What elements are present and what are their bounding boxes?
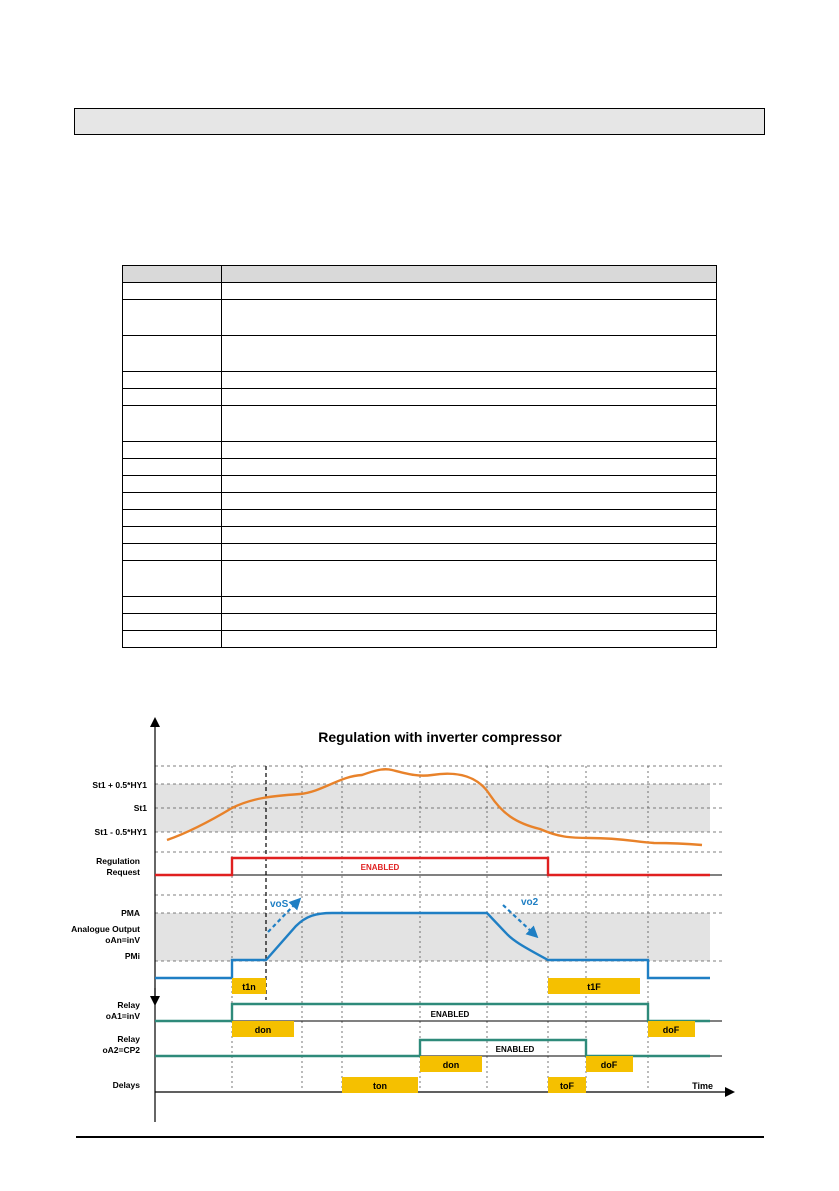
table-cell (222, 406, 717, 442)
table-row (123, 372, 717, 389)
table-cell (123, 476, 222, 493)
dof-label-relay2: doF (600, 1060, 618, 1070)
don-label-relay1: don (254, 1025, 272, 1035)
label-st1: St1 (133, 803, 147, 813)
table-row (123, 459, 717, 476)
table-row (123, 561, 717, 597)
table-cell (222, 336, 717, 372)
table-header-row (123, 266, 717, 283)
table-cell (123, 493, 222, 510)
table-row (123, 631, 717, 648)
table-cell (222, 459, 717, 476)
table-cell (222, 300, 717, 336)
table-cell (123, 544, 222, 561)
label-st1-plus: St1 + 0.5*HY1 (92, 780, 147, 790)
table-cell (123, 406, 222, 442)
table-cell (123, 614, 222, 631)
label-analogue-output-2: oAn=inV (105, 935, 140, 945)
table-cell (222, 476, 717, 493)
timing-diagram (0, 715, 839, 1135)
label-regulation-request-2: Request (106, 867, 140, 877)
table-row (123, 597, 717, 614)
table-cell (222, 283, 717, 300)
table-row (123, 336, 717, 372)
regulation-enabled-label: ENABLED (360, 863, 400, 872)
table-row (123, 493, 717, 510)
section-header-bar (74, 108, 765, 135)
table-cell (123, 372, 222, 389)
table-row (123, 389, 717, 406)
label-st1-minus: St1 - 0.5*HY1 (94, 827, 147, 837)
label-delays: Delays (112, 1080, 140, 1090)
table-cell (222, 544, 717, 561)
label-analogue-output: Analogue Output (71, 924, 140, 934)
table-cell (123, 631, 222, 648)
label-pmi: PMi (124, 951, 140, 961)
relay2-enabled-label: ENABLED (495, 1045, 535, 1054)
tof-label: toF (560, 1081, 574, 1091)
table-cell (123, 510, 222, 527)
table-cell (123, 283, 222, 300)
label-time: Time (692, 1081, 713, 1091)
table-row (123, 406, 717, 442)
table-cell (222, 631, 717, 648)
table-row (123, 283, 717, 300)
table-row (123, 510, 717, 527)
t1n-label: t1n (242, 982, 256, 992)
table-cell (123, 597, 222, 614)
table-row (123, 544, 717, 561)
label-relay2: Relay (117, 1034, 140, 1044)
table-cell (222, 561, 717, 597)
diagram-title: Regulation with inverter compressor (318, 729, 562, 745)
table-cell (123, 300, 222, 336)
don-label-relay2: don (442, 1060, 460, 1070)
relay1-enabled-label: ENABLED (430, 1010, 470, 1019)
table-cell (123, 266, 222, 283)
regulation-request-signal (155, 858, 710, 875)
label-relay1-2: oA1=inV (105, 1011, 140, 1021)
table-cell (222, 266, 717, 283)
vo2-label: vo2 (521, 897, 539, 908)
label-relay2-2: oA2=CP2 (102, 1045, 140, 1055)
footer-rule (76, 1136, 764, 1138)
table-row (123, 442, 717, 459)
table-row (123, 476, 717, 493)
table-cell (222, 597, 717, 614)
table-cell (222, 527, 717, 544)
table-cell (123, 442, 222, 459)
dof-label-relay1: doF (662, 1025, 680, 1035)
table-cell (123, 336, 222, 372)
table-cell (222, 442, 717, 459)
parameter-table (122, 265, 717, 648)
table-cell (222, 614, 717, 631)
table-row (123, 527, 717, 544)
t1f-label: t1F (587, 982, 601, 992)
table-row (123, 300, 717, 336)
vos-label: voS (270, 899, 289, 910)
table-cell (222, 372, 717, 389)
table-cell (222, 493, 717, 510)
label-pma: PMA (121, 908, 140, 918)
ton-label: ton (373, 1081, 387, 1091)
label-regulation-request: Regulation (96, 856, 140, 866)
table-row (123, 614, 717, 631)
table-cell (222, 389, 717, 406)
label-relay1: Relay (117, 1000, 140, 1010)
table-cell (123, 389, 222, 406)
table-cell (123, 561, 222, 597)
table-cell (123, 527, 222, 544)
analogue-output-band (155, 913, 710, 961)
table-cell (222, 510, 717, 527)
relay2-signal (155, 1040, 710, 1056)
table-cell (123, 459, 222, 476)
